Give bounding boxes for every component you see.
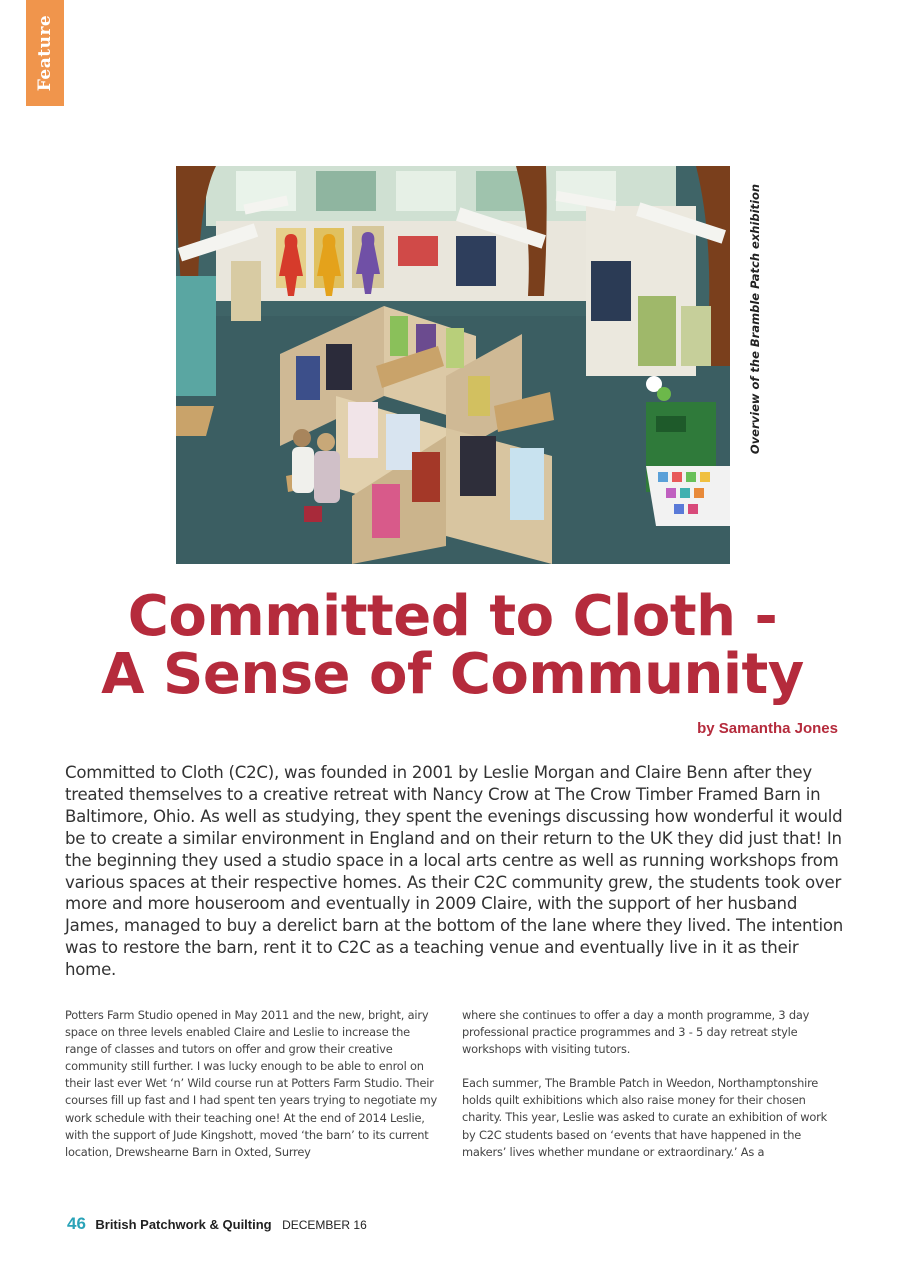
issue-date: DECEMBER 16 xyxy=(282,1218,367,1232)
exhibition-photo xyxy=(176,166,730,564)
body-column-right xyxy=(462,1007,838,1178)
magazine-name: British Patchwork & Quilting xyxy=(95,1217,272,1232)
body-paragraph: Potters Farm Studio opened in May 2011 and the new, bright, airy space on three levels enabled Claire and Leslie to increase the range of classes and tutors on offer and grow their creative community still further. I was lucky enough to be able to enrol on their last ever Wet ‘n’ Wild course run at Potters Farm Studio. Their courses fill up fast and I had spent ten years trying to negotiate my work schedule with their teaching one! At the end of 2014 Leslie, with the support of Jude Kingshott, moved ‘the barn’ to its current location, Drewshearne Barn in Oxted, Surrey xyxy=(65,1008,438,1159)
article-title-line-1: Committed to Cloth - xyxy=(127,584,778,649)
photo-caption xyxy=(748,166,762,472)
page-number: 46 xyxy=(67,1214,86,1233)
article-title-line-2: A Sense of Community xyxy=(101,642,804,707)
photo-caption-text: Overview of the Bramble Patch exhibition xyxy=(748,183,762,455)
body-paragraph: where she continues to offer a day a month programme, 3 day professional practice programmes and 3 - 5 day retreat style workshops with visiting tutors. xyxy=(462,1008,810,1057)
page-footer xyxy=(67,1214,367,1234)
article-title xyxy=(0,584,905,707)
article-intro: Committed to Cloth (C2C), was founded in 2001 by Leslie Morgan and Claire Benn after they treated themselves to a creative retreat with Nancy Crow at The Crow Timber Framed Barn in Baltimore, Ohio. As well as studying, they spent the evenings discussing how wonderful it would be to create a similar environment in England and on their return to the UK they did just that! In the beginning they used a studio space in a local arts centre as well as running workshops from various spaces at their respective homes. As their C2C community grew, the students took over more and more houseroom and eventually in 2009 Claire, with the support of her husband James, managed to buy a derelict barn at the bottom of the lane where they lived. The intention was to restore the barn, rent it to C2C as a teaching venue and eventually live in it as their home. xyxy=(65,763,844,980)
article-byline: by Samantha Jones xyxy=(697,720,838,737)
body-column-left xyxy=(65,1007,441,1178)
body-paragraph: Each summer, The Bramble Patch in Weedon, Northamptonshire holds quilt exhibitions which also raise money for their chosen charity. This year, Leslie was asked to curate an exhibition of work by C2C students based on ‘events that have happened in the makers’ lives whether mundane or extraordinary.’ As a xyxy=(462,1076,827,1159)
section-tab xyxy=(26,0,64,106)
section-tab-label: Feature xyxy=(35,14,55,92)
